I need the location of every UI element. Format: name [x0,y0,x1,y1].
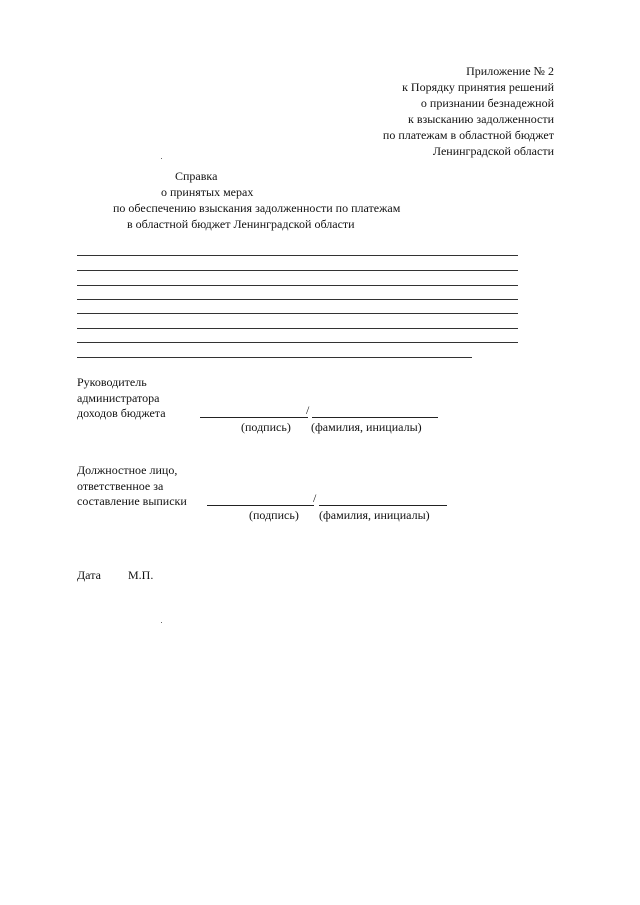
stamp-label: М.П. [128,568,154,582]
head-label-line-2: администратора [77,391,160,405]
official-slash: / [313,491,317,505]
official-signature-line [207,505,314,506]
appendix-line-1: Приложение № 2 [466,64,554,78]
fill-line [77,299,518,300]
fill-line [77,357,472,358]
date-label: Дата [77,568,101,582]
title-line-1: Справка [175,169,218,183]
fill-line [77,285,518,286]
fill-line [77,328,518,329]
official-label-line-1: Должностное лицо, [77,463,178,477]
title-line-2: о принятых мерах [161,185,254,199]
fill-line [77,313,518,314]
fill-line [77,342,518,343]
appendix-line-3: о признании безнадежной [420,96,554,110]
scan-speck [161,158,162,159]
head-label-line-3: доходов бюджета [77,406,166,420]
head-slash: / [306,403,310,417]
fill-line [77,255,518,256]
head-signature-line [200,417,308,418]
title-line-3: по обеспечению взыскания задолженности по платежам [113,201,401,215]
official-label-line-3: составление выписки [77,494,187,508]
head-name-caption: (фамилия, инициалы) [311,420,422,434]
appendix-line-2: к Порядку принятия решений [402,80,554,94]
appendix-line-5: по платежам в областной бюджет [382,128,554,142]
head-signature-caption: (подпись) [241,420,291,434]
appendix-header [383,63,554,159]
fill-line [77,270,518,271]
official-name-line [319,505,447,506]
title-line-4: в областной бюджет Ленинградской области [127,217,355,231]
appendix-line-6: Ленинградской области [432,144,554,158]
official-label-line-2: ответственное за [77,479,164,493]
head-name-line [312,417,438,418]
appendix-line-4: к взысканию задолженности [407,112,554,126]
head-label-line-1: Руководитель [77,375,147,389]
official-signature-caption: (подпись) [249,508,299,522]
scan-speck [161,622,162,623]
official-name-caption: (фамилия, инициалы) [319,508,430,522]
